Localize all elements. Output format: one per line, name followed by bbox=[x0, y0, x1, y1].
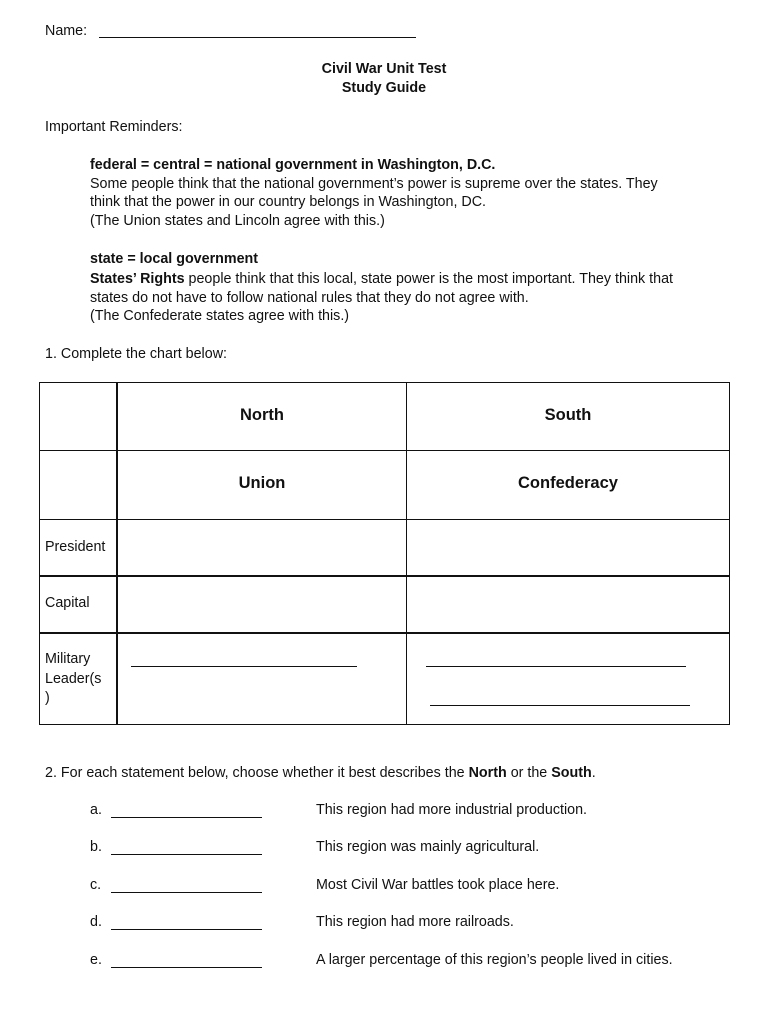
item-statement: This region had more railroads. bbox=[316, 914, 514, 930]
header-north: North bbox=[240, 406, 284, 424]
page-title: Civil War Unit Test bbox=[321, 61, 447, 77]
chart-border bbox=[39, 382, 730, 383]
header-south: South bbox=[544, 406, 592, 424]
row-label-capital: Capital bbox=[45, 595, 90, 611]
reminders-heading: Important Reminders: bbox=[45, 119, 183, 135]
state-line-1 bbox=[90, 271, 673, 287]
chart-border bbox=[39, 724, 730, 725]
item-letter: a. bbox=[90, 802, 102, 818]
state-line-2: states do not have to follow national rules that they do not agree with. bbox=[90, 290, 529, 306]
question-2-prompt-middle: or the bbox=[506, 765, 552, 781]
state-line-3: (The Confederate states agree with this.) bbox=[90, 308, 350, 324]
question-2-prompt bbox=[45, 765, 596, 781]
name-field-line[interactable] bbox=[99, 23, 416, 38]
question-2-prompt-end: . bbox=[591, 765, 596, 781]
row-label-president: President bbox=[45, 539, 106, 555]
question-2-prompt-start: 2. For each statement below, choose whether it best describes the bbox=[45, 765, 469, 781]
union-military-leader-blank[interactable] bbox=[131, 666, 357, 667]
chart-border bbox=[39, 450, 730, 451]
federal-line-1: Some people think that the national government’s power is supreme over the states. They bbox=[90, 176, 658, 192]
answer-blank[interactable] bbox=[111, 840, 262, 855]
chart-border bbox=[39, 382, 40, 725]
item-statement: This region was mainly agricultural. bbox=[316, 839, 540, 855]
item-statement: A larger percentage of this region’s people lived in cities. bbox=[316, 952, 673, 968]
confederacy-capital-cell[interactable] bbox=[407, 577, 729, 632]
answer-blank[interactable] bbox=[111, 803, 262, 818]
north-keyword: North bbox=[468, 765, 507, 781]
header-confederacy: Confederacy bbox=[518, 474, 618, 492]
item-statement: This region had more industrial production. bbox=[316, 802, 587, 818]
confederacy-military-leader-blank[interactable] bbox=[430, 705, 690, 706]
federal-line-2: think that the power in our country belongs in Washington, DC. bbox=[90, 194, 487, 210]
question-1-prompt: 1. Complete the chart below: bbox=[45, 346, 227, 362]
answer-blank[interactable] bbox=[111, 915, 262, 930]
chart-border bbox=[729, 382, 730, 725]
item-letter: d. bbox=[90, 914, 102, 930]
union-president-cell[interactable] bbox=[118, 520, 406, 575]
union-capital-cell[interactable] bbox=[118, 577, 406, 632]
state-line-1-rest: people think that this local, state power is the most important. They think that bbox=[184, 271, 674, 287]
item-letter: b. bbox=[90, 839, 102, 855]
confederacy-president-cell[interactable] bbox=[407, 520, 729, 575]
item-statement: Most Civil War battles took place here. bbox=[316, 877, 560, 893]
states-rights-term: States’ Rights bbox=[90, 271, 185, 287]
military-label-line: Military bbox=[45, 651, 91, 667]
chart-border bbox=[39, 632, 730, 634]
row-label-military-leaders bbox=[45, 650, 101, 709]
military-label-line: ) bbox=[45, 690, 50, 706]
military-label-line: Leader(s bbox=[45, 670, 102, 687]
item-letter: c. bbox=[90, 877, 102, 893]
name-label: Name: bbox=[45, 23, 88, 39]
header-union: Union bbox=[238, 474, 286, 492]
item-letter: e. bbox=[90, 952, 102, 968]
answer-blank[interactable] bbox=[111, 953, 262, 968]
page-subtitle: Study Guide bbox=[341, 80, 427, 96]
federal-line-3: (The Union states and Lincoln agree with this.) bbox=[90, 213, 385, 229]
answer-blank[interactable] bbox=[111, 878, 262, 893]
confederacy-military-leader-blank[interactable] bbox=[426, 666, 686, 667]
state-term: state = local government bbox=[90, 251, 259, 267]
federal-term: federal = central = national government in Washington, D.C. bbox=[90, 157, 496, 173]
comparison-chart bbox=[39, 382, 730, 725]
south-keyword: South bbox=[551, 765, 592, 781]
